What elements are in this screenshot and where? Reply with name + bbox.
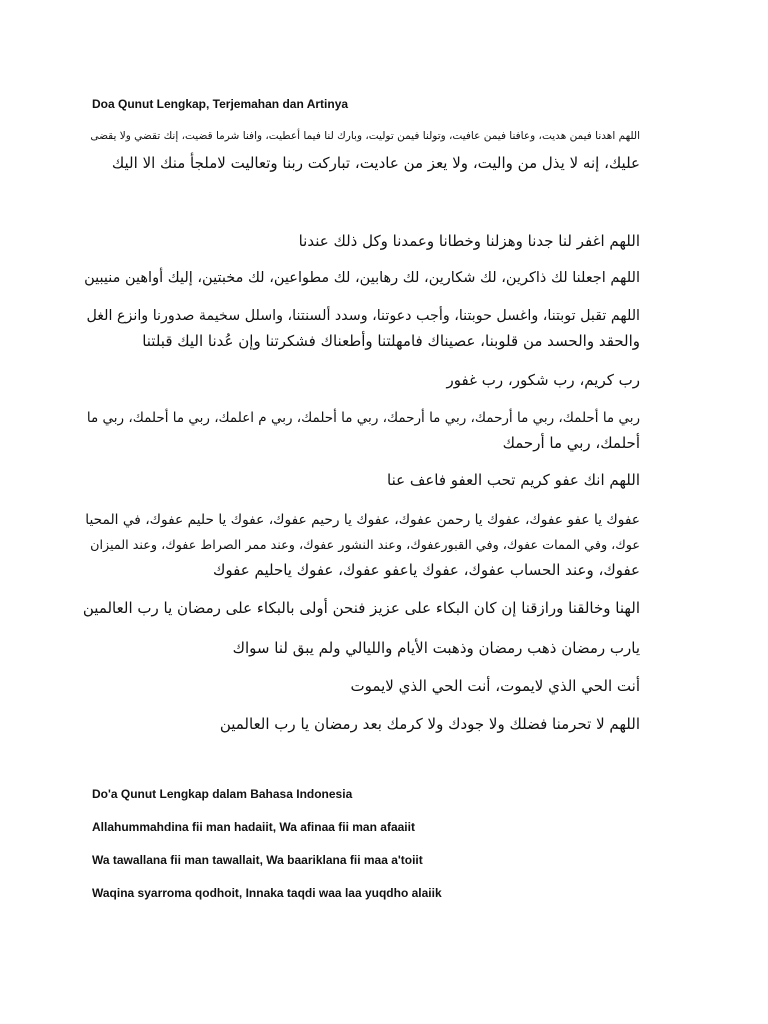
page-title: Doa Qunut Lengkap, Terjemahan dan Artinya (92, 97, 349, 111)
transliteration-line: Wa tawallana fii man tawallait, Wa baariklana fii maa a'toiit (92, 853, 423, 867)
arabic-paragraph (80, 712, 640, 737)
transliteration-line: Allahummahdina fii man hadaiit, Wa afinaa fii man afaaiit (92, 820, 415, 834)
arabic-text-line: عفوك يا عفو عفوك، عفوك يا رحمن عفوك، عفوك يا رحيم عفوك، عفوك يا حليم عفوك، في المحيا (85, 512, 640, 528)
arabic-text-line: عليك، إنه لا يذل من واليت، ولا يعز من عاديت، تباركت ربنا وتعاليت لاملجأ منك الا اليك (111, 154, 640, 172)
arabic-text-line: اللهم اغفر لنا جدنا وهزلنا وخطانا وعمدنا وكل ذلك عندنا (298, 232, 640, 250)
arabic-intro-line-2 (80, 151, 640, 176)
arabic-text-line: ربي ما أحلمك، ربي ما أرحمك، ربي ما أرحمك، ربي ما أحلمك، ربي م اعلمك، ربي ما أحلمك، ربي ما (86, 410, 640, 426)
arabic-paragraph (80, 596, 640, 621)
arabic-text-line: اللهم اهدنا فيمن هديت، وعافنا فيمن عافيت، وتولنا فيمن توليت، وبارك لنا فيما أعطيت، وافنا شرما قضيت، إنك تقضي ولا يقضى (90, 130, 640, 142)
arabic-text-line: والحقد والحسد من قلوبنا، عصيناك فامهلتنا وأطعناك فشكرتنا وإن عُدنا اليك قبلتنا (142, 332, 640, 350)
arabic-paragraph (80, 468, 640, 493)
arabic-paragraph (80, 406, 640, 456)
transliteration-line: Waqina syarroma qodhoit, Innaka taqdi waa laa yuqdho alaiik (92, 886, 442, 900)
arabic-text-line: الهنا وخالقنا ورازقنا إن كان البكاء على عزيز فنحن أولى بالبكاء على رمضان يا رب العالمين (82, 599, 640, 617)
arabic-paragraph (80, 304, 640, 354)
arabic-text-line: عوك، وفي الممات عفوك، وفي القبورعفوك، وعند النشور عفوك، وعند ممر الصراط عفوك، وعند الميزان (90, 538, 640, 553)
arabic-paragraph (80, 229, 640, 254)
arabic-intro-line-1 (80, 127, 640, 145)
arabic-text-line: رب كريم، رب شكور، رب غفور (446, 371, 640, 389)
arabic-text-line: عفوك، وعند الحساب عفوك، عفوك ياعفو عفوك، عفوك ياحليم عفوك (213, 561, 640, 579)
arabic-text-line: أنت الحي الذي لايموت، أنت الحي الذي لايموت (350, 677, 640, 695)
arabic-text-line: أحلمك، ربي ما أرحمك (502, 434, 640, 452)
arabic-text-line: اللهم انك عفو كريم تحب العفو فاعف عنا (387, 471, 640, 489)
arabic-text-line: يارب رمضان ذهب رمضان وذهبت الأيام والليالي ولم يبق لنا سواك (232, 639, 640, 657)
arabic-paragraph (80, 674, 640, 699)
section-subtitle: Do'a Qunut Lengkap dalam Bahasa Indonesia (92, 787, 353, 801)
arabic-text-line: اللهم تقبل توبتنا، واغسل حوبتنا، وأجب دعوتنا، وسدد ألسنتنا، واسلل سخيمة صدورنا وانزع الغل (86, 308, 640, 324)
arabic-paragraph (80, 508, 640, 583)
arabic-paragraph (80, 368, 640, 393)
arabic-text-line: اللهم اجعلنا لك ذاكرين، لك شكارين، لك رهابين، لك مطواعين، لك مخبتين، إليك أواهين منيبين (84, 270, 640, 286)
arabic-paragraph (80, 266, 640, 291)
arabic-text-line: اللهم لا تحرمنا فضلك ولا جودك ولا كرمك بعد رمضان يا رب العالمين (219, 715, 640, 733)
arabic-paragraph (80, 636, 640, 661)
